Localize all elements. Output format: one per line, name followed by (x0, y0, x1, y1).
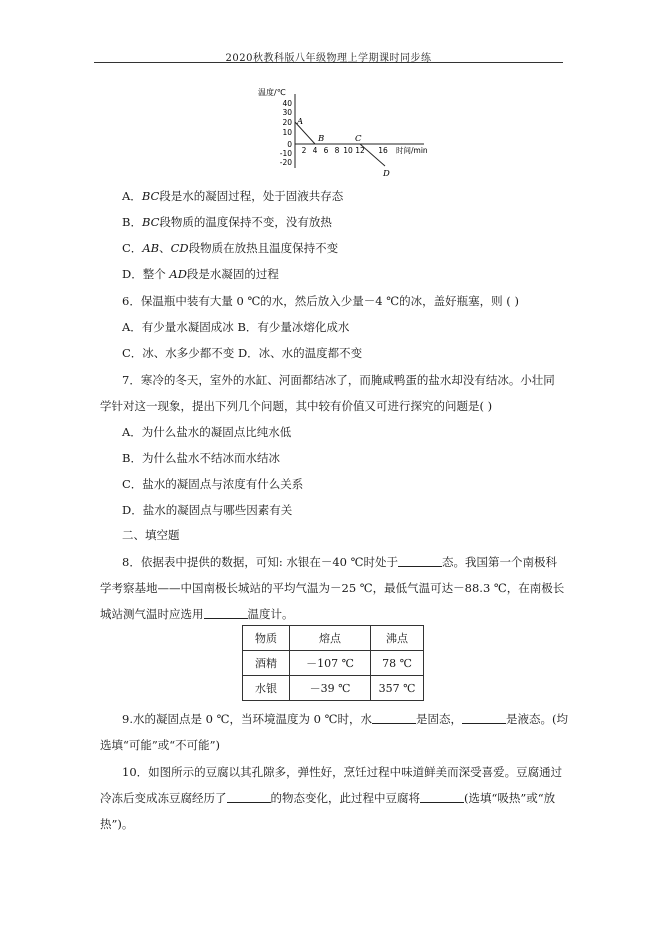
y-tick: -20 (279, 158, 292, 167)
q8-blank-1 (398, 556, 442, 567)
x-tick: 12 (355, 146, 365, 155)
q10-line3: 热”)。 (100, 817, 134, 831)
q8-line1: 8．依据表中提供的数据，可知: 水银在－40 ℃时处于 态。我国第一个南极科 (122, 555, 557, 569)
x-tick: 10 (343, 146, 353, 155)
q9-blank-2 (462, 713, 506, 724)
q7-option-a: A．为什么盐水的凝固点比纯水低 (122, 425, 292, 439)
x-tick: 16 (378, 146, 388, 155)
table-row (243, 651, 424, 676)
y-tick: 30 (282, 108, 292, 117)
melting-boiling-table (242, 625, 424, 701)
q8-blank-2 (204, 608, 248, 619)
x-tick: 6 (323, 146, 329, 155)
table-header: 熔点 (290, 626, 371, 651)
y-tick: -10 (279, 149, 292, 158)
x-tick: 8 (334, 146, 340, 155)
q7-option-b: B．为什么盐水不结冰而水结冰 (122, 451, 280, 465)
y-ticks (280, 99, 292, 167)
q10-blank-1 (227, 792, 271, 803)
y-axis-label: 温度/℃ (258, 88, 286, 97)
x-tick: 4 (312, 146, 318, 155)
y-tick: 40 (282, 99, 292, 108)
q7-stem-line2: 学针对这一现象，提出下列几个问题，其中较有价值又可进行探究的问题是( ) (100, 399, 493, 413)
q9-line1: 9.水的凝固点是 0 ℃，当环境温度为 0 ℃时，水 是固态， 是液态。(均 (122, 712, 568, 726)
table-cell: 357 ℃ (371, 676, 424, 701)
table-header: 沸点 (371, 626, 424, 651)
x-axis-label: 时间/min (396, 146, 428, 155)
q5-option-b: B．BC段物质的温度保持不变，没有放热 (122, 215, 332, 229)
q6-stem: 6．保温瓶中装有大量 0 ℃的水，然后放入少量－4 ℃的冰，盖好瓶塞，则 ( ) (122, 294, 519, 308)
table-cell: 酒精 (243, 651, 290, 676)
q7-option-d: D．盐水的凝固点与哪些因素有关 (122, 503, 293, 517)
y-tick: 10 (282, 128, 292, 137)
q5-option-a: A．BC段是水的凝固过程，处于固液共存态 (122, 189, 344, 203)
section-title-fill-in: 二、填空题 (122, 528, 180, 542)
table-header: 物质 (243, 626, 290, 651)
header-rule (94, 62, 563, 63)
x-tick: 2 (301, 146, 307, 155)
q10-line1: 10．如图所示的豆腐以其孔隙多，弹性好，烹饪过程中味道鲜美而深受喜爱。豆腐通过 (122, 765, 563, 779)
q8-line2: 学考察基地——中国南极长城站的平均气温为－25 ℃，最低气温可达－88.3 ℃，在南极长 (100, 581, 565, 595)
temperature-time-graph (238, 84, 438, 178)
q10-line2: 冷冻后变成冻豆腐经历了 的物态变化，此过程中豆腐将 (选填“吸热”或“放 (100, 791, 556, 805)
q9-blank-1 (372, 713, 416, 724)
q8-line3: 城站测气温时应选用 温度计。 (100, 607, 294, 621)
q6-options-ab: A．有少量水凝固成冰 B．有少量冰熔化成水 (122, 320, 350, 334)
point-b-label: B (318, 134, 325, 144)
q9-line2: 选填“可能”或“不可能”) (100, 738, 221, 752)
x-ticks (302, 146, 388, 155)
q5-option-d: D．整个 AD段是水凝固的过程 (122, 267, 279, 281)
q7-stem-line1: 7．寒冷的冬天，室外的水缸、河面都结冰了，而腌咸鸭蛋的盐水却没有结冰。小壮同 (122, 373, 555, 387)
table-row (243, 676, 424, 701)
table-cell: －39 ℃ (290, 676, 371, 701)
page-header: 2020秋教科版八年级物理上学期课时同步练 (225, 53, 432, 64)
point-d-label: D (383, 169, 390, 178)
table-cell: 78 ℃ (371, 651, 424, 676)
table-header-row (243, 626, 424, 651)
y-tick: 20 (282, 118, 292, 127)
table-cell: 水银 (243, 676, 290, 701)
y-tick: 0 (287, 140, 292, 149)
q6-options-cd: C．冰、水多少都不变 D．冰、水的温度都不变 (122, 346, 363, 360)
q10-blank-2 (420, 792, 464, 803)
q7-option-c: C．盐水的凝固点与浓度有什么关系 (122, 477, 304, 491)
point-c-label: C (355, 134, 362, 144)
point-a-label: A (297, 117, 304, 127)
q5-option-c: C．AB、CD段物质在放热且温度保持不变 (122, 241, 339, 255)
table-cell: －107 ℃ (290, 651, 371, 676)
